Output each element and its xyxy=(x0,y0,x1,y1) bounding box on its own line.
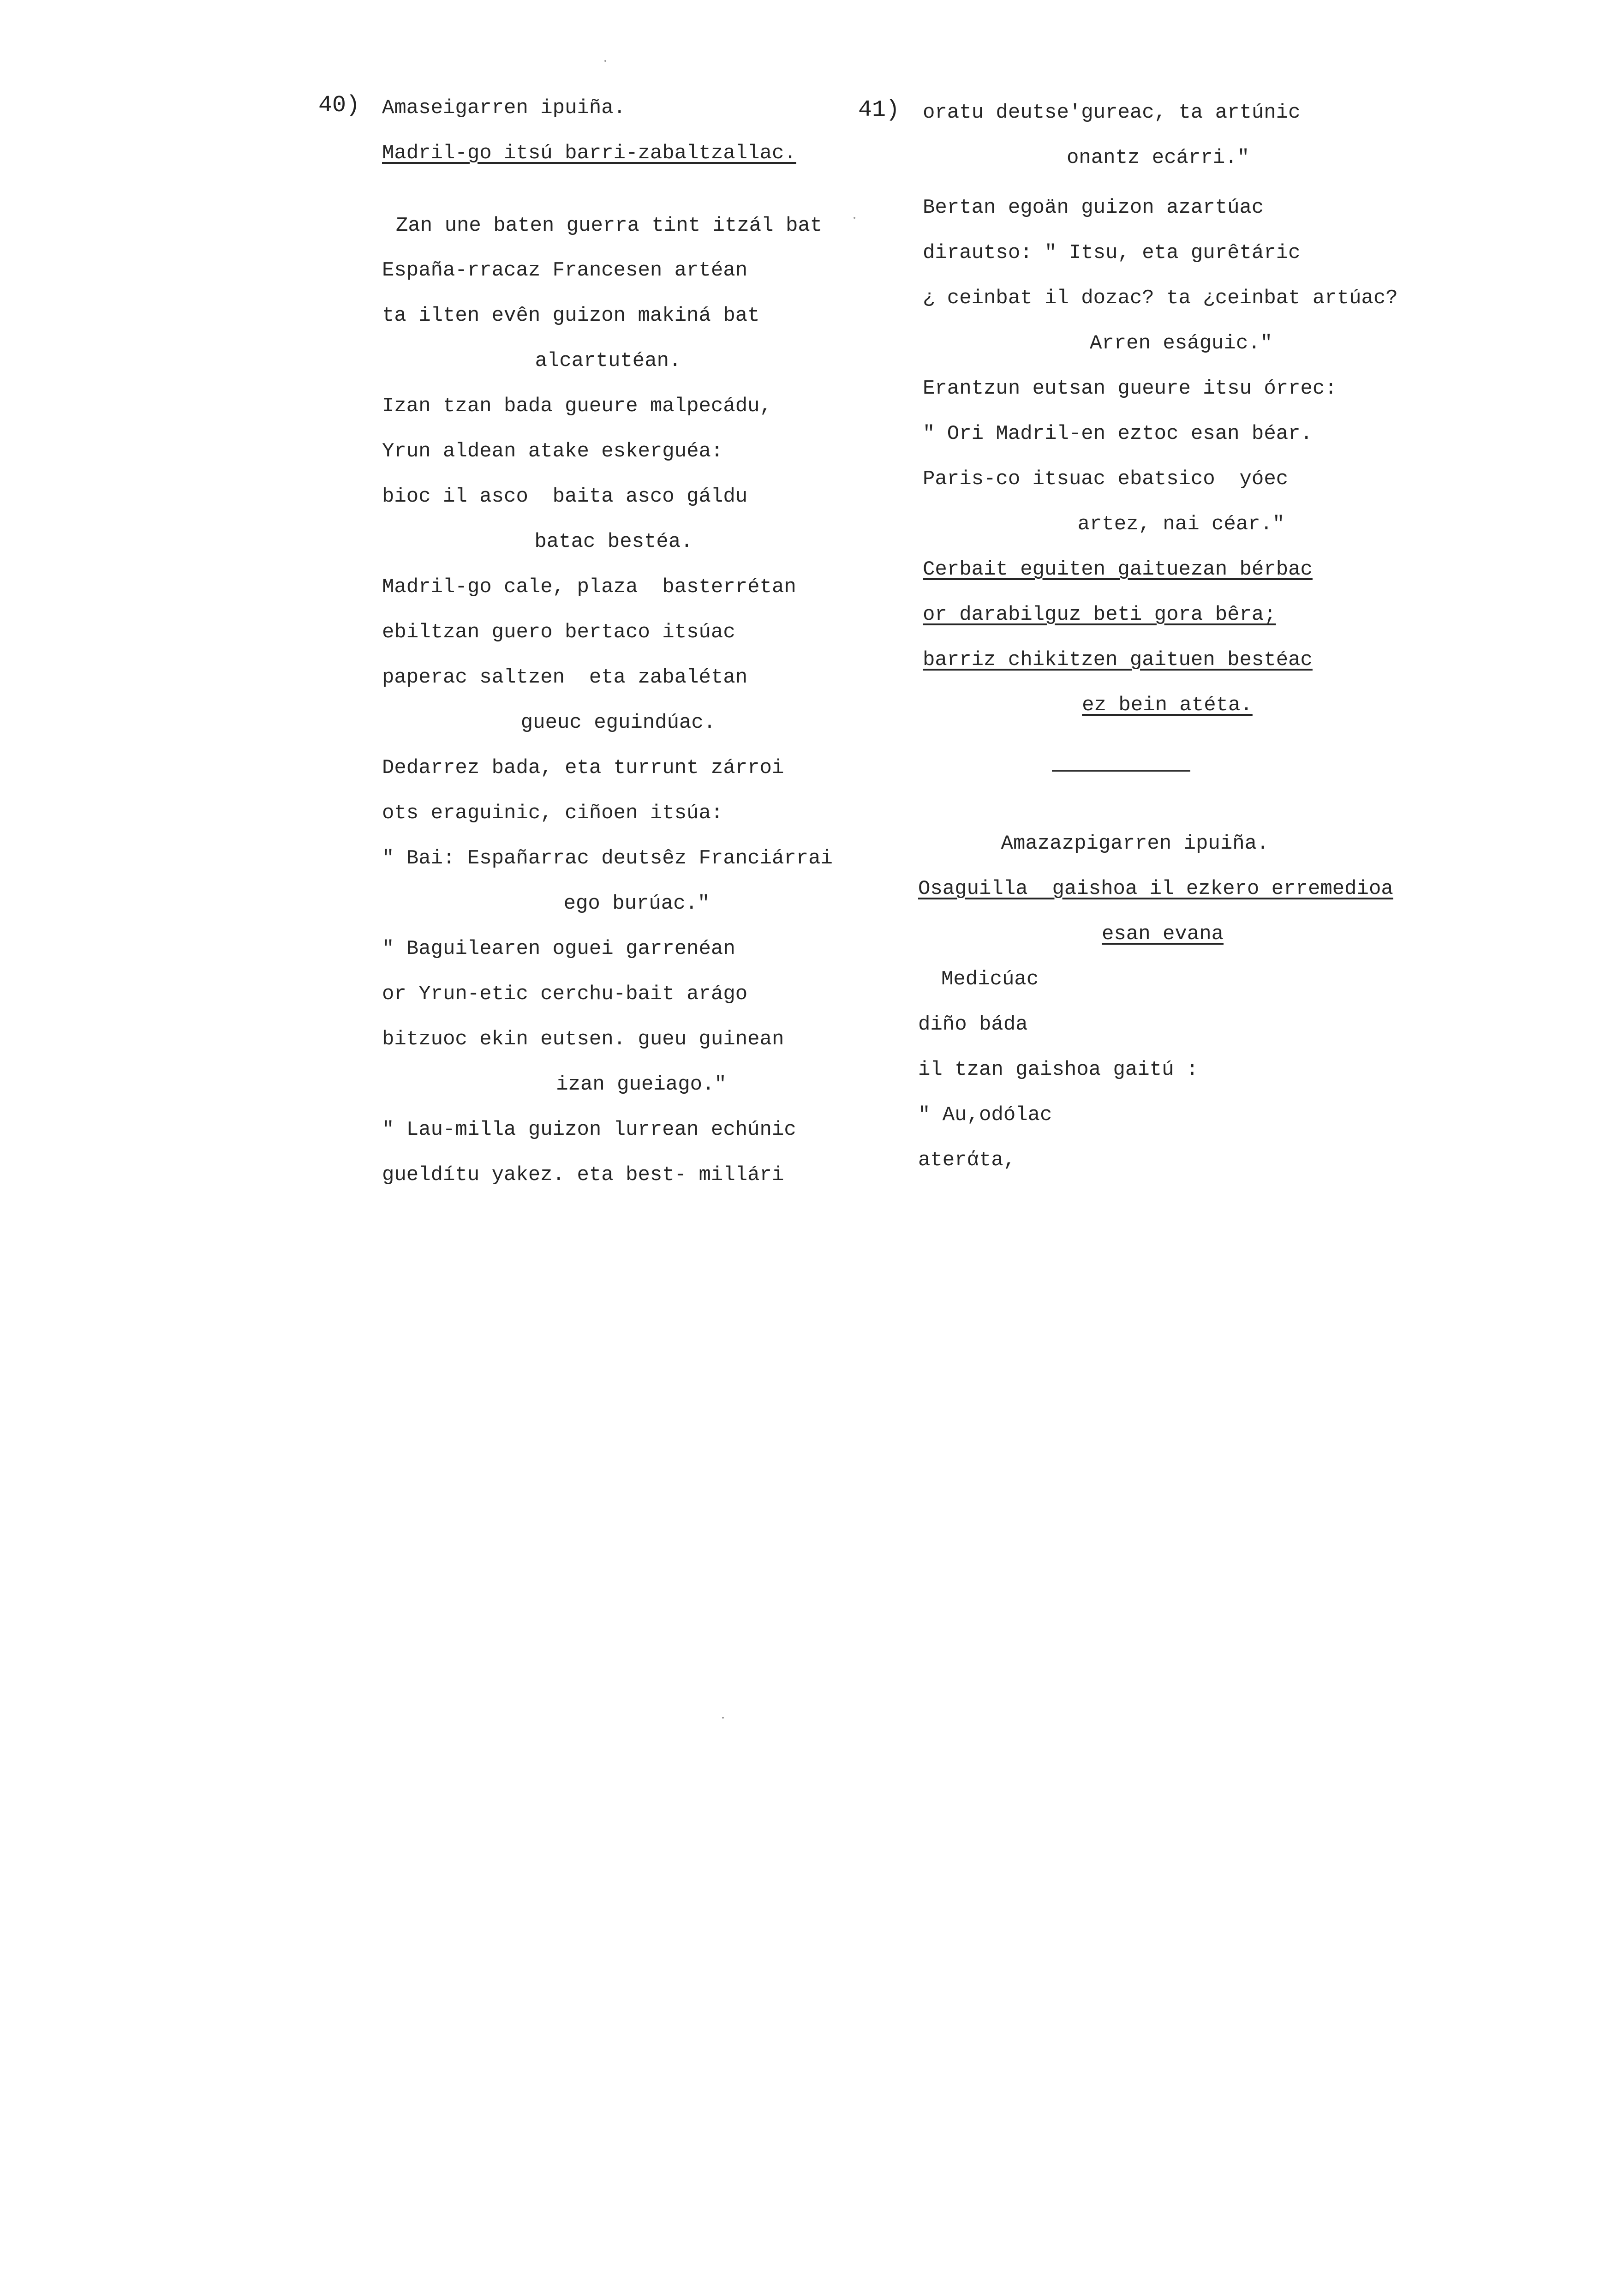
text-line: izan gueiago." xyxy=(556,1073,727,1096)
text-line: paperac saltzen eta zabalétan xyxy=(382,666,748,689)
moral-line: barriz chikitzen gaituen bestéac xyxy=(923,648,1313,671)
text-line: Zan une baten guerra tint itzál bat xyxy=(396,214,823,237)
text-line: batac bestéa. xyxy=(534,530,693,553)
page-number-left: 40) xyxy=(318,92,360,119)
text-line: gueuc eguindúac. xyxy=(520,711,716,734)
story-title-left: Madril-go itsú barri-zabaltzallac. xyxy=(382,142,796,165)
text-line: aterάta, xyxy=(918,1149,1016,1172)
text-line: ego burúac." xyxy=(563,892,710,915)
story-heading-left: Amaseigarren ipuiña. xyxy=(382,96,626,120)
text-line: onantz ecárri." xyxy=(1066,146,1250,169)
text-line: diño báda xyxy=(918,1013,1028,1036)
moral-line: ez bein atéta. xyxy=(1082,694,1253,717)
text-line: gueldítu yakez. eta best- millári xyxy=(382,1163,784,1186)
text-line: Madril-go cale, plaza basterrétan xyxy=(382,575,796,599)
text-line: Izan tzan bada gueure malpecádu, xyxy=(382,395,772,418)
text-line: Medicúac xyxy=(941,968,1039,991)
text-line: alcartutéan. xyxy=(535,349,681,372)
section-separator xyxy=(1052,770,1190,772)
text-line: Dedarrez bada, eta turrunt zárroi xyxy=(382,756,784,779)
text-line: dirautso: " Itsu, eta gurêtáric xyxy=(923,241,1301,264)
text-line: " Au,odólac xyxy=(918,1103,1052,1127)
text-line: ¿ ceinbat il dozac? ta ¿ceinbat artúac? xyxy=(923,287,1398,310)
text-line: Arren eságuic." xyxy=(1089,332,1273,355)
moral-line: Cerbait eguiten gaituezan bérbac xyxy=(923,558,1313,581)
scan-speck xyxy=(722,1717,724,1719)
text-line: " Baguilearen oguei garrenéan xyxy=(382,937,735,960)
text-line: " Ori Madril-en eztoc esan béar. xyxy=(923,422,1313,445)
story-title-right-cont: esan evana xyxy=(1101,923,1224,946)
text-line: or Yrun-etic cerchu-bait arágo xyxy=(382,983,748,1006)
text-line: España-rracaz Francesen artéan xyxy=(382,259,748,282)
text-line: " Bai: Españarrac deutsêz Franciárrai xyxy=(382,847,833,870)
text-line: artez, nai céar." xyxy=(1077,513,1285,536)
text-line: Paris-co itsuac ebatsico yóec xyxy=(923,467,1289,491)
text-line: ots eraguinic, ciñoen itsúa: xyxy=(382,802,723,825)
story-title-right: Osaguilla gaishoa il ezkero erremedioa xyxy=(918,877,1393,900)
story-heading-right: Amazazpigarren ipuiña. xyxy=(1001,832,1269,855)
text-line: il tzan gaishoa gaitú : xyxy=(918,1058,1199,1081)
text-line: oratu deutse'gureac, ta artúnic xyxy=(923,101,1301,124)
text-line: bioc il asco baita asco gáldu xyxy=(382,485,748,508)
scan-speck xyxy=(604,60,606,62)
text-line: Erantzun eutsan gueure itsu órrec: xyxy=(923,377,1337,400)
page-number-right: 41) xyxy=(858,97,900,123)
text-line: Bertan egoän guizon azartúac xyxy=(923,196,1264,219)
moral-line: or darabilguz beti gora bêra; xyxy=(923,603,1276,626)
scan-speck xyxy=(854,217,855,219)
text-line: ebiltzan guero bertaco itsúac xyxy=(382,621,735,644)
text-line: bitzuoc ekin eutsen. gueu guinean xyxy=(382,1028,784,1051)
text-line: Yrun aldean atake eskerguéa: xyxy=(382,440,723,463)
text-line: " Lau-milla guizon lurrean echúnic xyxy=(382,1118,796,1141)
text-line: ta ilten evên guizon makiná bat xyxy=(382,304,760,327)
